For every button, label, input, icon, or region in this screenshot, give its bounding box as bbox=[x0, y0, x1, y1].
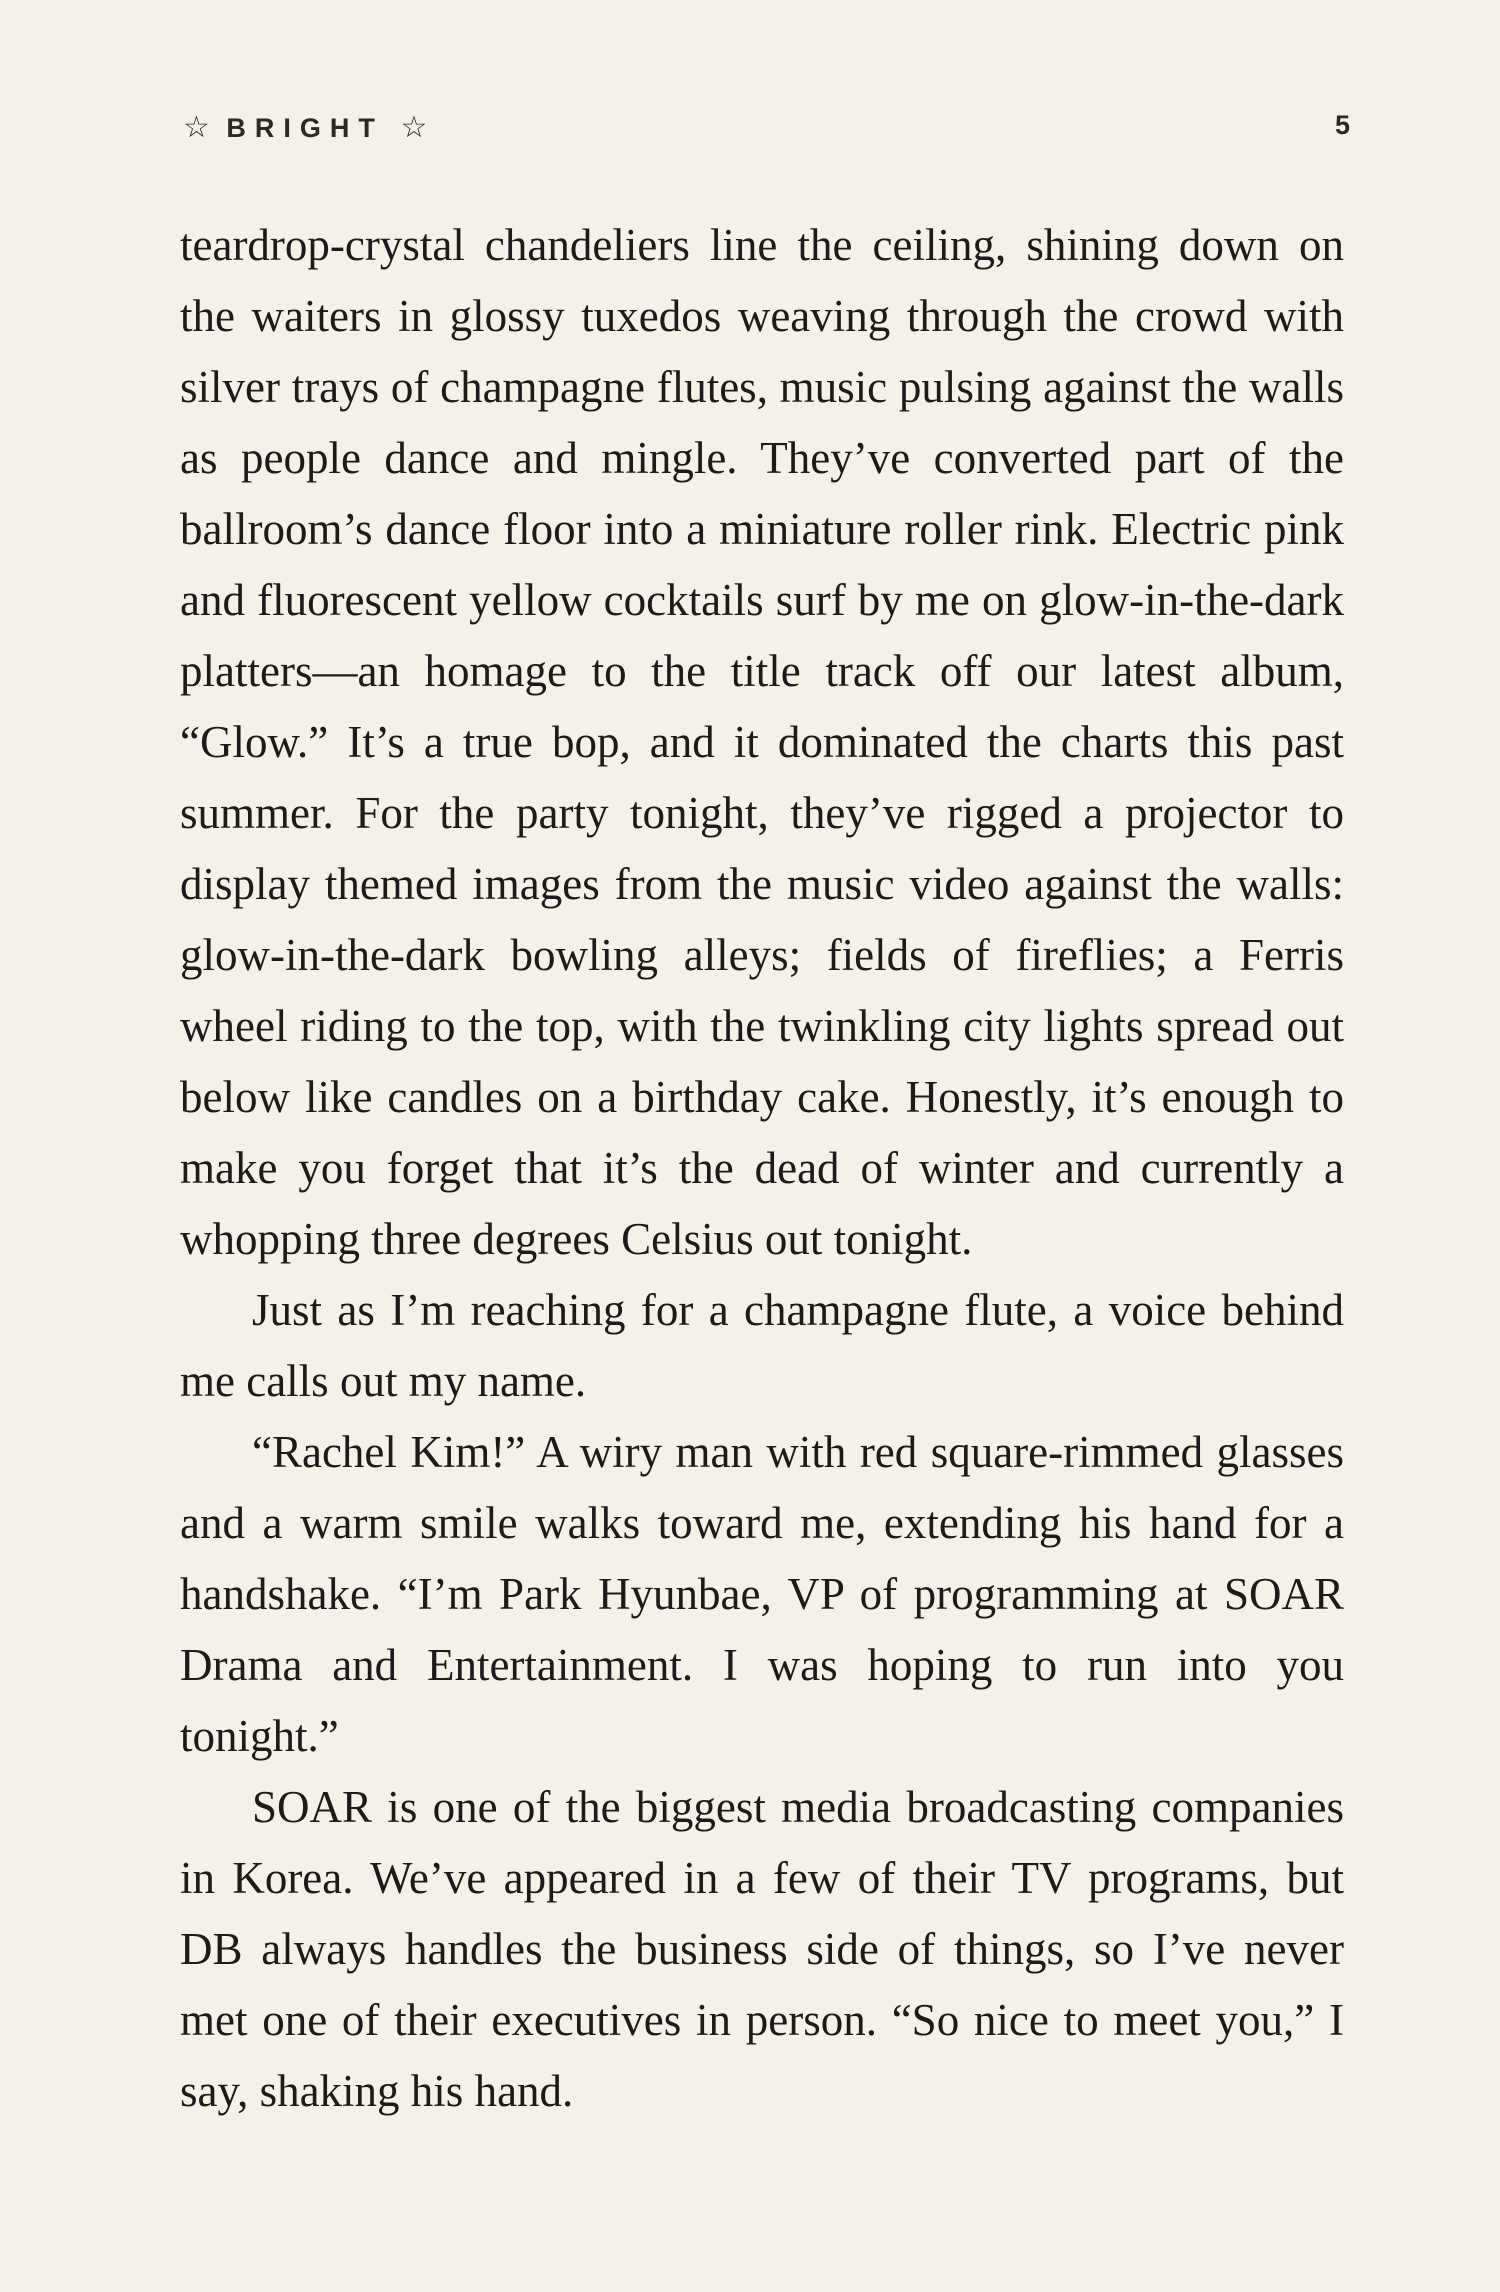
body-text bbox=[180, 210, 1344, 2127]
paragraph-3: “Rachel Kim!” A wiry man with red square-rimmed glasses and a warm smile walks toward me, extending his hand for a handshake. “I’m Park Hyunbae, VP of programming at SOAR Drama and Entertainment. I was hoping to run into you tonight.” bbox=[180, 1427, 1344, 1761]
paragraph-4: SOAR is one of the biggest media broadcasting companies in Korea. We’ve appeared in a few of their TV programs, but DB always handles the business side of things, so I’ve never met one of their executives in person. “So nice to meet you,” I say, shaking his hand. bbox=[180, 1782, 1344, 2116]
paragraph-2: Just as I’m reaching for a champagne flute, a voice behind me calls out my name. bbox=[180, 1285, 1344, 1406]
star-left-icon: ☆ bbox=[183, 111, 210, 144]
paragraph-1: teardrop-crystal chandeliers line the ceiling, shining down on the waiters in glossy tuxedos weaving through the crowd with silver trays of champagne flutes, music pulsing against the walls as people dance and mingle. They’ve converted part of the ballroom’s dance floor into a miniature roller rink. Electric pink and fluorescent yellow cocktails surf by me on glow-in-the-dark platters—an homage to the title track off our latest album, “Glow.” It’s a true bop, and it dominated the charts this past summer. For the party tonight, they’ve rigged a projector to display themed images from the music video against the walls: glow-in-the-dark bowling alleys; fields of fireflies; a Ferris wheel riding to the top, with the twinkling city lights spread out below like candles on a birthday cake. Honestly, it’s enough to make you forget that it’s the dead of winter and currently a whopping three degrees Celsius out tonight. bbox=[180, 220, 1344, 1264]
running-head bbox=[183, 110, 427, 145]
page-number: 5 bbox=[1334, 110, 1350, 140]
star-right-icon: ☆ bbox=[400, 111, 428, 144]
book-title: BRIGHT bbox=[226, 113, 384, 143]
